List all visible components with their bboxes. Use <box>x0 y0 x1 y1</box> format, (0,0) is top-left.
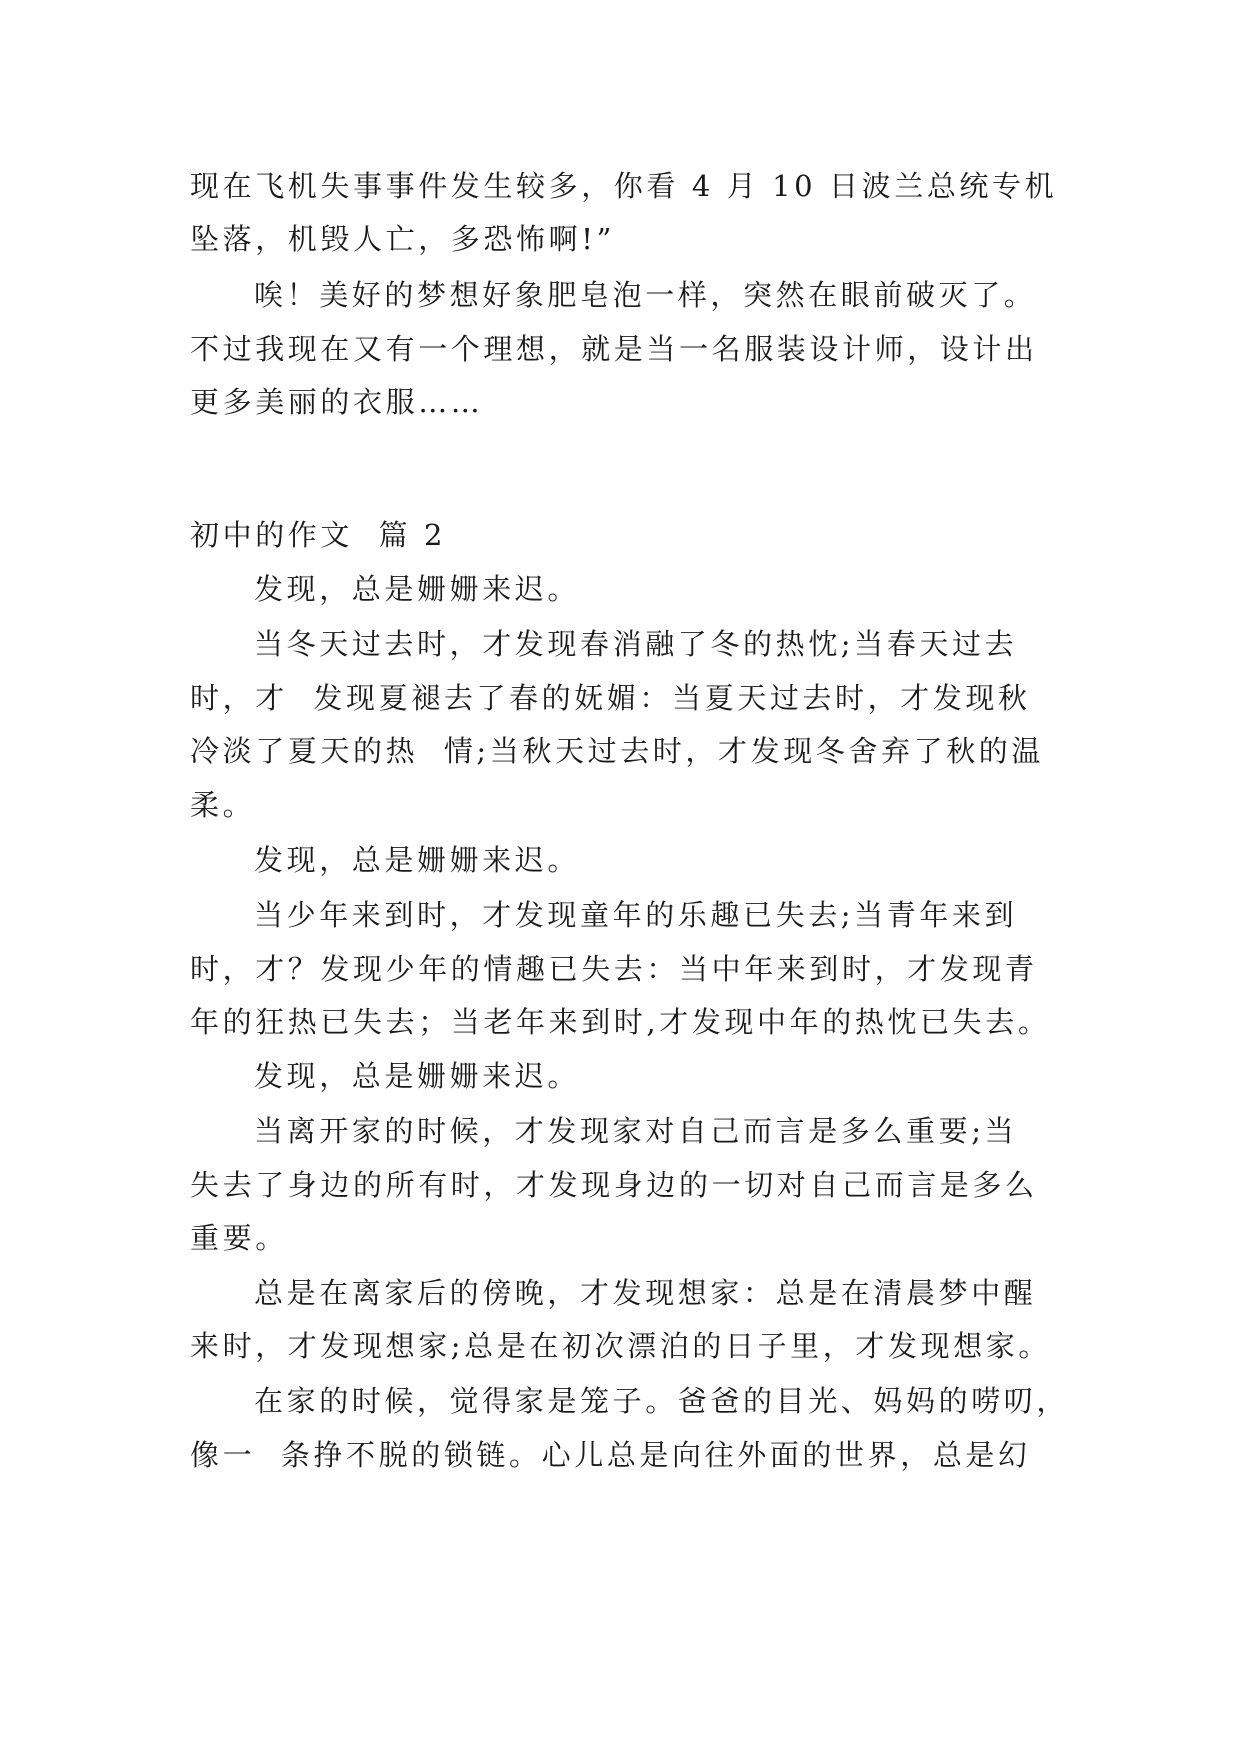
text-line: 柔。 <box>190 788 256 822</box>
text-line: 在家的时候，觉得家是笼子。爸爸的目光、妈妈的唠叨， <box>254 1384 1070 1418</box>
text-line: 重要。 <box>190 1221 288 1255</box>
text-line: 像一 条挣不脱的锁链。心儿总是向往外面的世界，总是幻 <box>190 1438 1031 1472</box>
text-line: 当离开家的时候，才发现家对自己而言是多么重要;当 <box>254 1114 1018 1148</box>
text-line: 年的狂热已失去；当老年来到时,才发现中年的热忱已失去。 <box>190 1005 1051 1039</box>
text-line: 不过我现在又有一个理想，就是当一名服装设计师，设计出 <box>190 332 1038 366</box>
text-line: 当冬天过去时，才发现春消融了冬的热忱;当春天过去 <box>254 627 1018 661</box>
text-line: 发现，总是姗姗来迟。 <box>254 843 581 877</box>
section-heading: 初中的作文 篇 2 <box>190 518 447 552</box>
text-line: 当少年来到时，才发现童年的乐趣已失去;当青年来到 <box>254 898 1018 932</box>
text-line: 现在飞机失事事件发生较多，你看 4 月 10 日波兰总统专机 <box>190 169 1058 203</box>
text-line: 时，才？发现少年的情趣已失去：当中年来到时，才发现青 <box>190 952 1038 986</box>
text-line: 时，才 发现夏褪去了春的妩媚：当夏天过去时，才发现秋 <box>190 681 1031 715</box>
text-line: 总是在离家后的傍晚，才发现想家：总是在清晨梦中醒 <box>254 1276 1037 1310</box>
text-line: 来时，才发现想家;总是在初次漂泊的日子里，才发现想家。 <box>190 1329 1051 1363</box>
text-line: 发现，总是姗姗来迟。 <box>254 1059 581 1093</box>
text-line: 失去了身边的所有时，才发现身边的一切对自己而言是多么 <box>190 1168 1038 1202</box>
text-line: 更多美丽的衣服…… <box>190 385 484 419</box>
text-line: 唉！美好的梦想好象肥皂泡一样，突然在眼前破灭了。 <box>254 278 1037 312</box>
text-line: 坠落，机毁人亡，多恐怖啊!” <box>190 222 615 256</box>
text-line: 发现，总是姗姗来迟。 <box>254 572 581 606</box>
text-line: 冷淡了夏天的热 情;当秋天过去时，才发现冬舍弃了秋的温 <box>190 734 1045 768</box>
